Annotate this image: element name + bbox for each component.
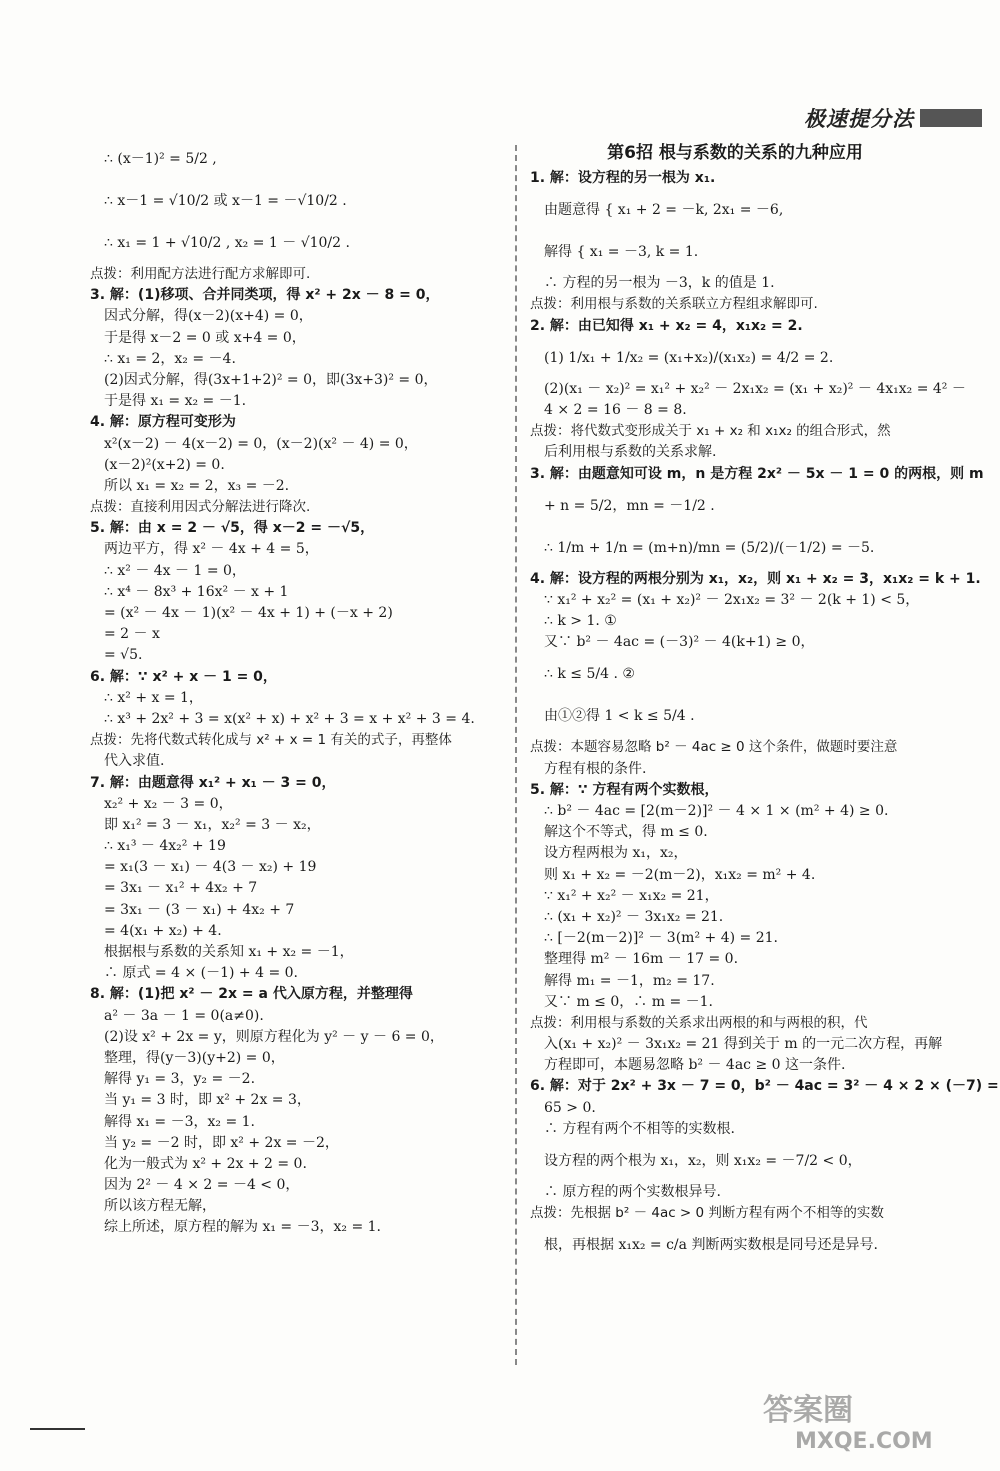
text-line: 于是得 x－2 = 0 或 x+4 = 0， xyxy=(104,329,306,346)
text-line: 当 y₂ = －2 时，即 x² + 2x = －2， xyxy=(104,1134,339,1151)
text-line: ∴ x₁ = 2，x₂ = －4. xyxy=(104,350,236,367)
text-line: 3. 解：由题意知可设 m，n 是方程 2x² － 5x － 1 = 0 的两根，则 m xyxy=(530,465,984,482)
text-line: 整理得 m² － 16m － 17 = 0. xyxy=(544,951,739,968)
text-line: ∴ 1/m + 1/n = (m+n)/mn = (5/2)/(－1/2) = －5. xyxy=(544,539,875,556)
text-line: ∴ x² + x = 1， xyxy=(104,689,203,706)
text-line: 由题意得 { x₁ + 2 = －k, 2x₁ = －6, xyxy=(544,202,784,219)
text-line: 点拨：先根据 b² － 4ac > 0 判断方程有两个不相等的实数 xyxy=(530,1205,884,1222)
text-line: 解得 x₁ = －3，x₂ = 1. xyxy=(104,1113,255,1130)
text-line: = x₁(3 － x₁) － 4(3 － x₂) + 19 xyxy=(104,859,317,876)
text-line: 设方程两根为 x₁，x₂， xyxy=(544,845,688,862)
text-line: 因为 2² － 4 × 2 = －4 < 0， xyxy=(104,1177,300,1194)
column-divider xyxy=(515,145,517,1365)
right-column xyxy=(530,138,999,1266)
text-line: 两边平方，得 x² － 4x + 4 = 5， xyxy=(104,541,319,558)
section-title: 第6招 根与系数的关系的九种应用 xyxy=(607,143,863,163)
brand-text: 极速提分法 xyxy=(804,107,914,131)
text-line: (x－2)²(x+2) = 0. xyxy=(104,456,225,473)
text-line: 4. 解：原方程可变形为 xyxy=(90,414,236,431)
text-line: 设方程的两个根为 x₁，x₂，则 x₁x₂ = －7/2 < 0， xyxy=(544,1153,862,1169)
text-line: + n = 5/2，mn = －1/2 . xyxy=(544,497,715,514)
text-line: x²(x－2) － 4(x－2) = 0，(x－2)(x² － 4) = 0， xyxy=(104,435,418,452)
text-line: (2)设 x² + 2x = y，则原方程化为 y² － y － 6 = 0， xyxy=(104,1028,444,1045)
text-line: ∴ x₁ = 1 + √10/2 , x₂ = 1 － √10/2 . xyxy=(104,235,350,251)
text-line: 4. 解：设方程的两根分别为 x₁，x₂，则 x₁ + x₂ = 3，x₁x₂ = k + 1. xyxy=(530,570,981,587)
text-line: 5. 解：∵ 方程有两个实数根， xyxy=(530,781,719,798)
text-line: 点拨：利用配方法进行配方求解即可. xyxy=(90,266,311,282)
text-line: 5. 解：由 x = 2 － √5，得 x－2 = －√5， xyxy=(90,520,375,537)
text-line: 点拨：先将代数式转化成与 x² + x = 1 有关的式子，再整体 xyxy=(90,732,452,749)
text-line: 点拨：直接利用因式分解法进行降次. xyxy=(90,499,311,516)
text-line: 解得 { x₁ = －3, k = 1. xyxy=(544,244,699,261)
text-line: 65 > 0. xyxy=(544,1099,596,1116)
brand-bar xyxy=(920,109,982,127)
text-line: 则 x₁ + x₂ = －2(m－2)，x₁x₂ = m² + 4. xyxy=(544,866,816,883)
text-line: ∴ 原式 = 4 × (－1) + 4 = 0. xyxy=(104,965,298,982)
text-line: (2)因式分解，得(3x+1+2)² = 0，即(3x+3)² = 0， xyxy=(104,371,438,388)
text-line: 点拨：利用根与系数的关系求出两根的和与两根的积，代 xyxy=(530,1014,868,1031)
text-line: 点拨：将代数式变形成关于 x₁ + x₂ 和 x₁x₂ 的组合形式，然 xyxy=(530,423,891,440)
text-line: ∴ b² － 4ac = [2(m－2)]² － 4 × 1 × (m² + 4) ≥ 0. xyxy=(544,803,889,819)
text-line: 3. 解：(1)移项、合并同类项，得 x² + 2x － 8 = 0， xyxy=(90,287,440,304)
text-line: 即 x₁² = 3 － x₁，x₂² = 3 － x₂， xyxy=(104,816,321,833)
text-line: = (x² － 4x － 1)(x² － 4x + 1) + (－x + 2) xyxy=(104,605,393,621)
bottom-rule xyxy=(30,1428,85,1430)
text-line: 7. 解：由题意得 x₁² + x₁ － 3 = 0， xyxy=(90,774,336,791)
text-line: ∴ 方程的另一根为 －3，k 的值是 1. xyxy=(544,275,775,292)
text-line: 8. 解：(1)把 x² － 2x = a 代入原方程，并整理得 xyxy=(90,986,413,1003)
text-line: 由①②得 1 < k ≤ 5/4 . xyxy=(544,708,695,725)
text-line: ∴ (x－1)² = 5/2 , xyxy=(104,151,217,167)
text-line: 后利用根与系数的关系求解. xyxy=(544,444,717,461)
text-line: 2. 解：由已知得 x₁ + x₂ = 4，x₁x₂ = 2. xyxy=(530,317,803,334)
text-line: 所以该方程无解， xyxy=(104,1198,216,1215)
text-line: 于是得 x₁ = x₂ = －1. xyxy=(104,393,247,410)
text-line: 4 × 2 = 16 － 8 = 8. xyxy=(544,401,687,418)
text-line: = 4(x₁ + x₂) + 4. xyxy=(104,922,222,939)
text-line: x₂² + x₂ － 3 = 0， xyxy=(104,795,233,812)
text-line: ∴ [－2(m－2)]² － 3(m² + 4) = 21. xyxy=(544,930,778,947)
text-line: 化为一般式为 x² + 2x + 2 = 0. xyxy=(104,1155,307,1172)
text-line: 又∵ b² － 4ac = (－3)² － 4(k+1) ≥ 0， xyxy=(544,634,815,651)
left-column xyxy=(90,138,500,1239)
text-line: 整理，得(y－3)(y+2) = 0， xyxy=(104,1049,285,1066)
text-line: 又∵ m ≤ 0，∴ m = －1. xyxy=(544,993,713,1010)
text-line: a² － 3a － 1 = 0(a≠0). xyxy=(104,1007,264,1024)
text-line: ∴ x⁴ － 8x³ + 16x² － x + 1 xyxy=(104,583,289,600)
text-line: ∴ x₁³ － 4x₂² + 19 xyxy=(104,838,226,855)
text-line: 代入求值. xyxy=(104,753,165,770)
text-line: ∴ (x₁ + x₂)² － 3x₁x₂ = 21. xyxy=(544,908,724,925)
text-line: 方程即可，本题易忽略 b² － 4ac ≥ 0 这一条件. xyxy=(544,1057,846,1074)
text-line: ∴ x² － 4x － 1 = 0， xyxy=(104,562,246,579)
svg-text:答案圈: 答案圈 xyxy=(763,1393,853,1428)
text-line: (1) 1/x₁ + 1/x₂ = (x₁+x₂)/(x₁x₂) = 4/2 = 2. xyxy=(544,349,834,366)
watermark-text: MXQE.COM xyxy=(795,1429,933,1454)
text-line: = √5. xyxy=(104,647,143,664)
text-line: 因式分解，得(x－2)(x+4) = 0， xyxy=(104,308,313,325)
text-line: ∵ x₁² + x₂² － x₁x₂ = 21， xyxy=(544,887,719,904)
text-line: 解得 m₁ = －1，m₂ = 17. xyxy=(544,972,715,989)
text-line: ∴ 方程有两个不相等的实数根. xyxy=(544,1120,735,1137)
text-line: = 3x₁ － x₁² + 4x₂ + 7 xyxy=(104,880,258,897)
text-line: = 3x₁ － (3 － x₁) + 4x₂ + 7 xyxy=(104,901,295,918)
text-line: 解得 y₁ = 3，y₂ = －2. xyxy=(104,1071,256,1088)
text-line: 解这个不等式，得 m ≤ 0. xyxy=(544,824,708,841)
text-line: 根据根与系数的关系知 x₁ + x₂ = －1， xyxy=(104,944,354,960)
watermark-logo xyxy=(755,1386,985,1456)
text-line: ∴ k ≤ 5/4 . ② xyxy=(544,666,635,683)
text-line: (2)(x₁ － x₂)² = x₁² + x₂² － 2x₁x₂ = (x₁ + x₂)² － 4x₁x₂ = 4² － xyxy=(544,380,966,397)
text-line: ∵ x₁² + x₂² = (x₁ + x₂)² － 2x₁x₂ = 3² － 2(k + 1) < 5， xyxy=(544,591,920,608)
text-line: 点拨：本题容易忽略 b² － 4ac ≥ 0 这个条件，做题时要注意 xyxy=(530,739,898,756)
text-line: 点拨：利用根与系数的关系联立方程组求解即可. xyxy=(530,296,818,313)
text-line: 1. 解：设方程的另一根为 x₁. xyxy=(530,170,716,186)
text-line: ∴ x³ + 2x² + 3 = x(x² + x) + x² + 3 = x + x² + 3 = 4. xyxy=(104,710,475,727)
brand-logo xyxy=(804,103,982,133)
text-line: = 2 － x xyxy=(104,626,160,643)
text-line: 所以 x₁ = x₂ = 2，x₃ = －2. xyxy=(104,477,290,494)
text-line: ∴ 原方程的两个实数根异号. xyxy=(544,1184,721,1200)
text-line: 入(x₁ + x₂)² － 3x₁x₂ = 21 得到关于 m 的一元二次方程，再解 xyxy=(544,1036,943,1053)
text-line: 根，再根据 x₁x₂ = c/a 判断两实数根是同号还是异号. xyxy=(544,1237,878,1254)
text-line: 综上所述，原方程的解为 x₁ = －3，x₂ = 1. xyxy=(104,1219,381,1236)
text-line: 6. 解：对于 2x² + 3x － 7 = 0，b² － 4ac = 3² － 4 × 2 × (－7) = xyxy=(530,1078,999,1095)
text-line: 6. 解：∵ x² + x － 1 = 0， xyxy=(90,668,277,685)
text-line: 方程有根的条件. xyxy=(544,760,647,777)
text-line: ∴ k > 1. ① xyxy=(544,613,617,630)
text-line: 当 y₁ = 3 时，即 x² + 2x = 3， xyxy=(104,1092,311,1109)
text-line: ∴ x－1 = √10/2 或 x－1 = －√10/2 . xyxy=(104,193,347,209)
